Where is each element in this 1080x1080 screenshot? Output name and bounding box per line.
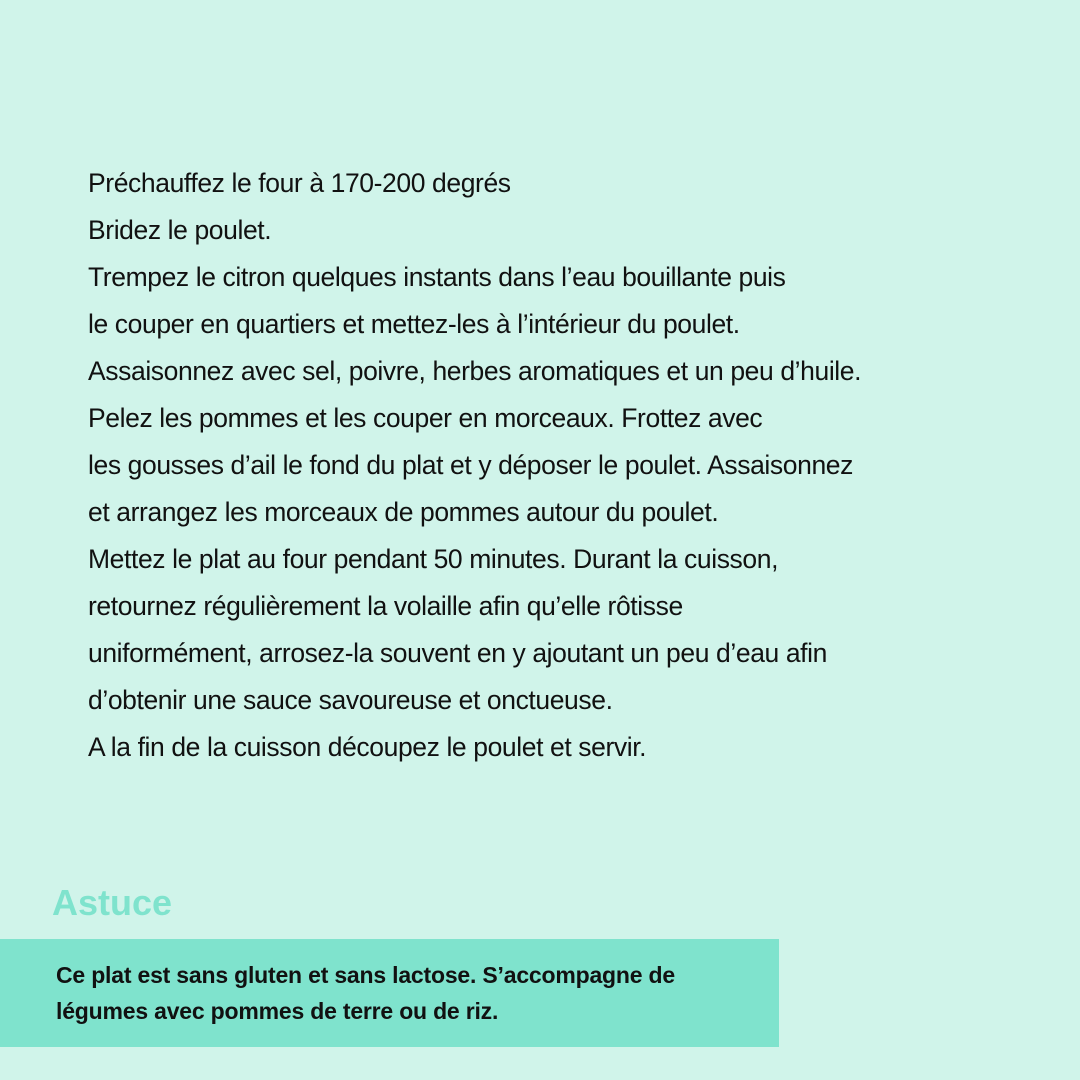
tip-box: [0, 939, 779, 1047]
instruction-line: Assaisonnez avec sel, poivre, herbes aromatiques et un peu d’huile.: [88, 356, 862, 386]
tip-text: [56, 957, 779, 1029]
instruction-line: et arrangez les morceaux de pommes autour du poulet.: [88, 497, 719, 527]
tip-line: Ce plat est sans gluten et sans lactose. S’accompagne de: [56, 962, 675, 988]
instruction-line: Préchauffez le four à 170-200 degrés: [88, 168, 511, 198]
instruction-line: uniformément, arrosez-la souvent en y ajoutant un peu d’eau afin: [88, 638, 827, 668]
instruction-line: retournez régulièrement la volaille afin qu’elle rôtisse: [88, 591, 683, 621]
instruction-line: A la fin de la cuisson découpez le poulet et servir.: [88, 732, 647, 762]
instruction-line: le couper en quartiers et mettez-les à l’intérieur du poulet.: [88, 309, 740, 339]
instruction-line: Pelez les pommes et les couper en morceaux. Frottez avec: [88, 403, 763, 433]
tip-line: légumes avec pommes de terre ou de riz.: [56, 998, 499, 1024]
instruction-line: d’obtenir une sauce savoureuse et onctueuse.: [88, 685, 613, 715]
instruction-line: Bridez le poulet.: [88, 215, 272, 245]
instruction-line: Mettez le plat au four pendant 50 minutes. Durant la cuisson,: [88, 544, 779, 574]
recipe-instructions: [88, 160, 1048, 771]
instruction-line: les gousses d’ail le fond du plat et y déposer le poulet. Assaisonnez: [88, 450, 853, 480]
instruction-line: Trempez le citron quelques instants dans l’eau bouillante puis: [88, 262, 786, 292]
tip-title: Astuce: [52, 882, 173, 923]
